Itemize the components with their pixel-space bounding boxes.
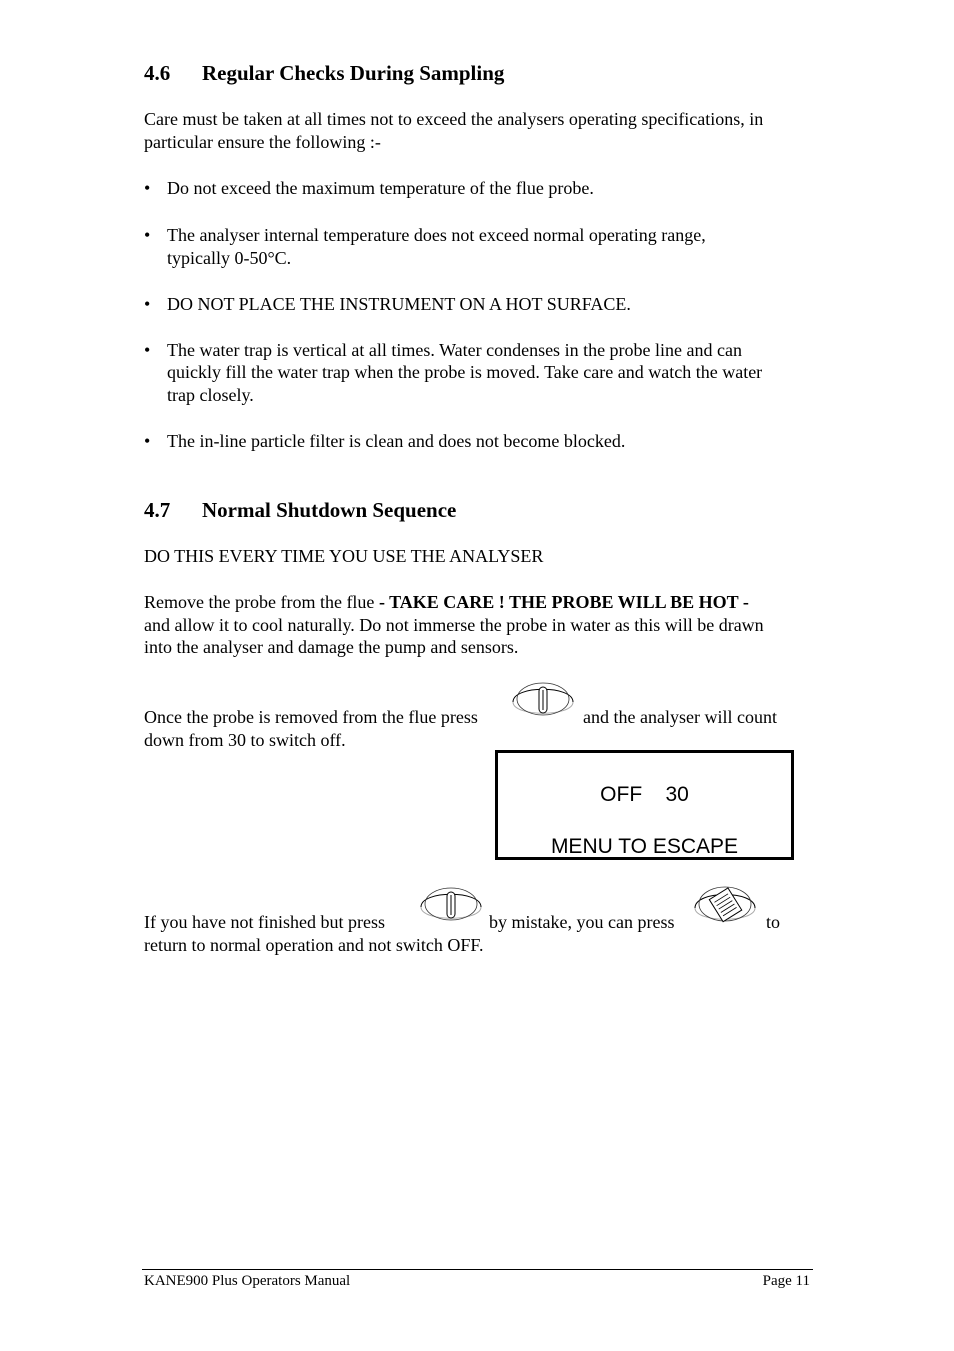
intro-line-1: Care must be taken at all times not to exceed the analysers operating specifications, in	[144, 109, 764, 129]
bullet-symbol: •	[144, 178, 151, 198]
remove-probe-line-3: into the analyser and damage the pump and sensors.	[144, 637, 519, 657]
bullet-symbol: •	[144, 340, 151, 360]
hot-warning: - TAKE CARE ! THE PROBE WILL BE HOT -	[378, 592, 749, 612]
section-4-6-heading	[144, 61, 744, 87]
bullet-symbol: •	[144, 294, 151, 314]
bullet-4-line-1: The water trap is vertical at all times. Water condenses in the probe line and can	[167, 340, 742, 360]
every-time-line: DO THIS EVERY TIME YOU USE THE ANALYSER	[144, 546, 544, 566]
display-line-2: MENU TO ESCAPE	[550, 835, 739, 858]
section-number: 4.7	[144, 498, 171, 522]
remove-probe-text: Remove the probe from the flue	[144, 592, 379, 612]
power-button-icon	[418, 884, 484, 930]
section-title: Regular Checks During Sampling	[202, 61, 505, 85]
remove-probe-line-2: and allow it to cool naturally. Do not immerse the probe in water as this will be drawn	[144, 615, 764, 635]
once-text-line-2: down from 30 to switch off.	[144, 730, 346, 750]
mistake-text-c: to	[766, 912, 781, 932]
footer-rule	[142, 1269, 813, 1270]
mistake-text-b: by mistake, you can press	[489, 912, 675, 932]
section-title: Normal Shutdown Sequence	[202, 498, 457, 522]
mistake-text-a: If you have not finished but press	[144, 912, 385, 932]
bullet-5-line-1: The in-line particle filter is clean and does not become blocked.	[167, 431, 626, 451]
bullet-4-line-3: trap closely.	[167, 385, 254, 405]
intro-line-2: particular ensure the following :-	[144, 132, 381, 152]
bullet-2-line-1: The analyser internal temperature does not exceed normal operating range,	[167, 225, 706, 245]
mistake-text-line-2: return to normal operation and not switch OFF.	[144, 935, 484, 955]
remove-probe-line-1	[144, 591, 749, 614]
bullet-4-line-2: quickly fill the water trap when the probe is moved. Take care and watch the water	[167, 362, 763, 382]
section-4-7-heading	[144, 498, 744, 524]
bullet-3-line-1: DO NOT PLACE THE INSTRUMENT ON A HOT SURFACE.	[167, 294, 631, 314]
menu-button-icon	[692, 882, 758, 930]
bullet-symbol: •	[144, 225, 151, 245]
power-button-icon	[510, 679, 576, 725]
once-text-b: and the analyser will count	[583, 707, 777, 727]
display-line-1: OFF 30	[600, 783, 689, 806]
once-text-a: Once the probe is removed from the flue press	[144, 707, 478, 727]
bullet-2-line-2: typically 0-50°C.	[167, 248, 292, 268]
footer-manual-title: KANE900 Plus Operators Manual	[144, 1273, 351, 1289]
section-number: 4.6	[144, 61, 171, 85]
analyser-display	[495, 750, 794, 860]
bullet-1-line-1: Do not exceed the maximum temperature of the flue probe.	[167, 178, 594, 198]
bullet-symbol: •	[144, 431, 151, 451]
footer-page-number: Page 11	[762, 1273, 810, 1289]
